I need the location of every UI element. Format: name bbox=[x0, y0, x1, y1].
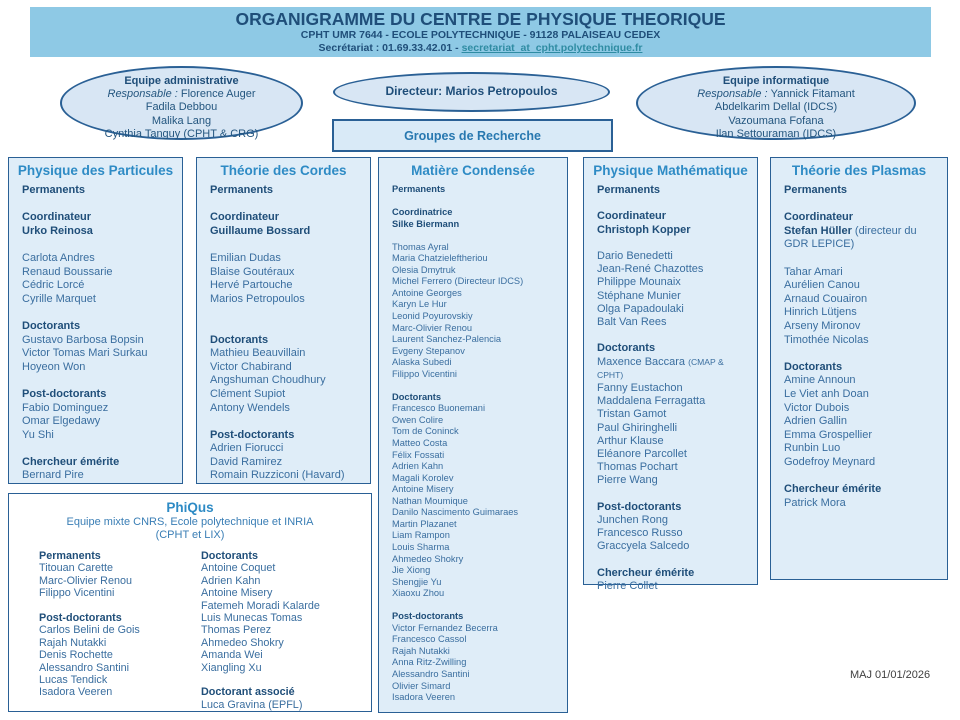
section-header: Doctorant associé bbox=[201, 686, 295, 699]
group-title: Physique Mathématique bbox=[593, 163, 748, 178]
responsable-label: Responsable : bbox=[697, 88, 771, 101]
group-member-list bbox=[771, 179, 947, 510]
member-name: Pierre Collet bbox=[597, 580, 658, 593]
group-theorie-des-cordes bbox=[196, 157, 371, 484]
section-header: Permanents bbox=[597, 184, 660, 196]
member-name: Stefan Hüller (directeur du GDR LEPICE) bbox=[784, 224, 917, 251]
member-name: Hinrich Lütjens bbox=[784, 306, 857, 319]
member-name: Olivier Simard bbox=[392, 680, 451, 691]
section-header: Coordinateur bbox=[597, 210, 667, 223]
spacer bbox=[784, 252, 942, 266]
member-name: Carlos Belini de Gois bbox=[39, 624, 140, 637]
member-name: Hervé Partouche bbox=[210, 279, 293, 292]
member-name: Martin Plazanet bbox=[392, 518, 457, 529]
phiqus-columns bbox=[9, 550, 371, 711]
member-name: Stéphane Munier bbox=[597, 289, 681, 302]
spacer bbox=[392, 380, 562, 392]
member-name: Tristan Gamot bbox=[597, 408, 667, 421]
spacer bbox=[392, 230, 562, 242]
section-header: Permanents bbox=[784, 184, 847, 196]
member-name: Balt Van Rees bbox=[597, 316, 667, 329]
member-name: Lucas Tendick bbox=[39, 674, 108, 687]
member-name: Omar Elgedawy bbox=[22, 415, 101, 428]
member-name: Godefroy Meynard bbox=[784, 455, 876, 468]
group-title: Matière Condensée bbox=[411, 163, 535, 178]
member-name: Clément Supiot bbox=[210, 387, 286, 400]
member-name: Laurent Sanchez-Palencia bbox=[392, 334, 502, 345]
member-name: Isadora Veeren bbox=[392, 692, 456, 703]
member-name: Graccyela Salcedo bbox=[597, 540, 690, 553]
last-updated-label: MAJ 01/01/2026 bbox=[850, 669, 931, 681]
section-header: Permanents bbox=[392, 184, 446, 194]
member-name: Francesco Cassol bbox=[392, 634, 467, 645]
member-name: Gustavo Barbosa Bopsin bbox=[22, 333, 144, 346]
secretariat-email-link[interactable]: secretariat_at_cpht.polytechnique.fr bbox=[461, 42, 643, 54]
spacer bbox=[784, 198, 942, 212]
member-name: Fabio Dominguez bbox=[22, 401, 109, 414]
section-header: Permanents bbox=[22, 184, 85, 196]
member-name: Arthur Klause bbox=[597, 434, 664, 447]
spacer bbox=[784, 469, 942, 483]
member-name: David Ramirez bbox=[210, 455, 283, 468]
group-member-list bbox=[584, 179, 757, 593]
member-name: Emma Grospellier bbox=[784, 428, 873, 441]
member-name: Antoine Misery bbox=[392, 484, 454, 495]
member-name: Antoine Coquet bbox=[201, 562, 276, 575]
member-name: Karyn Le Hur bbox=[392, 299, 447, 310]
spacer bbox=[597, 488, 752, 501]
member-name: Michel Ferrero (Directeur IDCS) bbox=[392, 276, 524, 287]
member-name: Fanny Eustachon bbox=[597, 382, 683, 395]
member-name: Nathan Moumique bbox=[392, 495, 468, 506]
spacer bbox=[210, 306, 365, 320]
member-name: Xiangling Xu bbox=[201, 661, 262, 674]
member-name: Timothée Nicolas bbox=[784, 333, 869, 346]
member-name: Isadora Veeren bbox=[39, 686, 113, 699]
research-groups-label: Groupes de Recherche bbox=[404, 128, 541, 143]
research-groups-banner bbox=[332, 119, 613, 152]
section-header: Coordinateur bbox=[210, 211, 280, 224]
it-team-ellipse bbox=[636, 66, 916, 140]
member-name: Jean-René Chazottes bbox=[597, 263, 704, 276]
directeur-ellipse bbox=[333, 72, 610, 112]
section-header: Permanents bbox=[210, 184, 273, 196]
member-name: Tom de Coninck bbox=[392, 426, 459, 437]
group-title: Physique des Particules bbox=[17, 163, 174, 178]
member-name: Xiaoxu Zhou bbox=[392, 588, 445, 599]
member-name: Fatemeh Moradi Kalarde bbox=[201, 599, 320, 612]
member-name: Jie Xiong bbox=[392, 565, 431, 576]
member-name: Titouan Carette bbox=[39, 562, 114, 575]
member-name: Hoyeon Won bbox=[22, 360, 86, 373]
spacer bbox=[210, 198, 365, 212]
it-team-members bbox=[638, 101, 914, 141]
phiqus-subtitle-1: Equipe mixte CNRS, Ecole polytechnique et INRIA bbox=[66, 516, 314, 528]
section-header: Doctorants bbox=[392, 391, 442, 402]
phiqus-right-column bbox=[201, 550, 369, 711]
member-name: Cyrille Marquet bbox=[22, 292, 96, 305]
section-header: Doctorants bbox=[210, 333, 269, 346]
member-name: Carlota Andres bbox=[22, 251, 95, 264]
spacer bbox=[22, 238, 177, 252]
member-name: Evgeny Stepanov bbox=[392, 345, 465, 356]
member-name: Owen Colire bbox=[392, 414, 444, 425]
member-name: Dario Benedetti bbox=[597, 250, 673, 263]
spacer bbox=[201, 674, 369, 686]
member-name: Shengjie Yu bbox=[392, 576, 442, 587]
directeur-label: Directeur: Marios Petropoulos bbox=[385, 84, 558, 99]
group-member-list bbox=[197, 179, 370, 483]
team-member-name: Ilan Settouraman (IDCS) bbox=[715, 127, 837, 140]
group-title: Théorie des Plasmas bbox=[791, 163, 927, 178]
member-name: Renaud Boussarie bbox=[22, 265, 113, 278]
member-name: Amanda Wei bbox=[201, 649, 263, 662]
spacer bbox=[597, 237, 752, 250]
member-name: Denis Rochette bbox=[39, 649, 113, 662]
member-name: Mathieu Beauvillain bbox=[210, 347, 306, 360]
responsable-label: Responsable : bbox=[107, 88, 181, 101]
team-member-name: Malika Lang bbox=[151, 114, 212, 127]
section-header: Urko Reinosa bbox=[22, 224, 93, 237]
group-title: Théorie des Cordes bbox=[220, 163, 347, 178]
spacer bbox=[210, 320, 365, 334]
member-name: Arnaud Couairon bbox=[784, 292, 868, 305]
spacer bbox=[39, 600, 201, 612]
member-name: Thomas Perez bbox=[201, 624, 272, 637]
member-name: Patrick Mora bbox=[784, 496, 846, 509]
secretariat-line bbox=[30, 42, 931, 55]
spacer bbox=[392, 600, 562, 612]
section-header: Coordinateur bbox=[784, 211, 854, 224]
team-member-name: Abdelkarim Dellal (IDCS) bbox=[714, 101, 838, 114]
member-name: Angshuman Choudhury bbox=[210, 374, 326, 387]
member-name: Antony Wendels bbox=[210, 401, 290, 414]
member-name: Anna Ritz-Zwilling bbox=[392, 657, 467, 668]
member-name: Francesco Russo bbox=[597, 527, 683, 540]
group-physique-mathematique bbox=[583, 157, 758, 593]
member-name: Marc-Olivier Renou bbox=[392, 322, 473, 333]
section-header: Silke Biermann bbox=[392, 218, 460, 229]
member-name: Marc-Olivier Renou bbox=[39, 574, 132, 587]
admin-team-ellipse bbox=[60, 66, 303, 140]
it-responsable-line bbox=[638, 88, 914, 101]
section-header: Guillaume Bossard bbox=[210, 224, 311, 237]
section-header: Post-doctorants bbox=[597, 500, 682, 513]
section-header: Doctorants bbox=[597, 342, 656, 355]
member-name: Alaska Subedi bbox=[392, 357, 452, 368]
spacer bbox=[210, 238, 365, 252]
member-name: Ahmedeo Shokry bbox=[201, 636, 284, 649]
spacer bbox=[22, 306, 177, 320]
member-name: Filippo Vicentini bbox=[39, 587, 115, 600]
header-subtitle: CPHT UMR 7644 - ECOLE POLYTECHNIQUE - 91128 PALAISEAU CEDEX bbox=[300, 29, 661, 41]
member-name: Marios Petropoulos bbox=[210, 292, 305, 305]
member-name: Magali Korolev bbox=[392, 472, 454, 483]
member-name: Thomas Ayral bbox=[392, 241, 449, 252]
member-name: Yu Shi bbox=[22, 428, 54, 441]
admin-team-members bbox=[62, 101, 301, 141]
member-name: Runbin Luo bbox=[784, 442, 841, 455]
member-name: Filippo Vicentini bbox=[392, 368, 457, 379]
member-name: Pierre Wang bbox=[597, 474, 658, 487]
member-name: Romain Ruzziconi (Havard) bbox=[210, 469, 345, 482]
member-name: Danilo Nascimento Guimaraes bbox=[392, 507, 519, 518]
secretariat-label: Secrétariat : 01.69.33.42.01 - bbox=[318, 42, 462, 54]
spacer bbox=[210, 415, 365, 429]
section-header: Chercheur émérite bbox=[784, 483, 882, 496]
section-header: Permanents bbox=[39, 550, 101, 562]
phiqus-left-column bbox=[39, 550, 201, 711]
section-header: Doctorants bbox=[22, 319, 81, 332]
responsable-name: Yannick Fitamant bbox=[770, 88, 855, 101]
member-name: Alessandro Santini bbox=[39, 661, 130, 674]
member-name: Olesia Dmytruk bbox=[392, 264, 456, 275]
phiqus-box bbox=[8, 493, 372, 712]
section-header: Post-doctorants bbox=[22, 387, 107, 400]
member-name: Rajah Nutakki bbox=[392, 645, 450, 656]
section-header: Coordinatrice bbox=[392, 207, 453, 218]
team-member-name: Vazoumana Fofana bbox=[728, 114, 824, 127]
phiqus-title: PhiQus bbox=[166, 500, 214, 515]
team-member-name: Fadila Debbou bbox=[145, 101, 218, 114]
member-name: Adrien Gallin bbox=[784, 415, 847, 428]
it-team-title: Equipe informatique bbox=[722, 75, 830, 87]
section-header: Post-doctorants bbox=[392, 611, 464, 622]
member-name: Victor Tomas Mari Surkau bbox=[22, 347, 148, 360]
member-name: Leonid Poyurovskiy bbox=[392, 311, 473, 322]
section-header: Post-doctorants bbox=[39, 612, 122, 625]
admin-responsable-line bbox=[62, 88, 301, 101]
section-header: Doctorants bbox=[201, 550, 258, 562]
member-name: Adrien Kahn bbox=[392, 461, 444, 472]
section-header: Chercheur émérite bbox=[597, 566, 695, 579]
member-name: Le Viet anh Doan bbox=[784, 387, 869, 400]
spacer bbox=[597, 197, 752, 210]
group-member-list bbox=[9, 179, 182, 483]
responsable-name: Florence Auger bbox=[180, 88, 256, 101]
member-name: Blaise Goutéraux bbox=[210, 265, 295, 278]
group-physique-des-particules bbox=[8, 157, 183, 484]
member-name: Francesco Buonemani bbox=[392, 403, 486, 414]
member-name: Amine Announ bbox=[784, 374, 856, 387]
member-name: Antoine Georges bbox=[392, 287, 462, 298]
member-name: Cédric Lorcé bbox=[22, 279, 85, 292]
member-name: Victor Dubois bbox=[784, 401, 850, 414]
member-name: Victor Chabirand bbox=[210, 360, 292, 373]
member-name: Aurélien Canou bbox=[784, 279, 860, 292]
spacer bbox=[22, 198, 177, 212]
page-title: ORGANIGRAMME DU CENTRE DE PHYSIQUE THEORIQUE bbox=[235, 9, 726, 29]
member-name: Liam Rampon bbox=[392, 530, 450, 541]
member-name: Maxence Baccara (CMAP & CPHT) bbox=[597, 355, 724, 380]
section-header: Doctorants bbox=[784, 360, 843, 373]
group-matiere-condensee bbox=[378, 157, 568, 713]
member-name: Victor Fernandez Becerra bbox=[392, 622, 498, 633]
member-name: Paul Ghiringhelli bbox=[597, 421, 678, 434]
member-name: Rajah Nutakki bbox=[39, 636, 107, 649]
member-name: Philippe Mounaix bbox=[597, 276, 681, 289]
section-header: Coordinateur bbox=[22, 211, 92, 224]
member-name: Junchen Rong bbox=[597, 514, 668, 527]
member-name: Louis Sharma bbox=[392, 541, 450, 552]
phiqus-subtitle-2: (CPHT et LIX) bbox=[155, 529, 225, 541]
spacer bbox=[22, 374, 177, 388]
group-theorie-des-plasmas bbox=[770, 157, 948, 580]
member-name: Alessandro Santini bbox=[392, 668, 470, 679]
group-member-list bbox=[379, 179, 567, 704]
section-header: Post-doctorants bbox=[210, 428, 295, 441]
member-name: Emilian Dudas bbox=[210, 251, 281, 264]
spacer bbox=[784, 347, 942, 361]
member-name: Tahar Amari bbox=[784, 265, 843, 278]
spacer bbox=[597, 554, 752, 567]
section-header: Chercheur émérite bbox=[22, 455, 120, 468]
member-name: Félix Fossati bbox=[392, 449, 445, 460]
member-name: Maria Chatzieleftheriou bbox=[392, 253, 488, 264]
team-member-name: Cynthia Tanguy (CPHT & CRG) bbox=[104, 127, 259, 140]
spacer bbox=[597, 329, 752, 342]
member-name: Eléanore Parcollet bbox=[597, 448, 687, 461]
member-name: Maddalena Ferragatta bbox=[597, 395, 706, 408]
header-band bbox=[30, 7, 931, 57]
admin-team-title: Equipe administrative bbox=[124, 75, 239, 87]
spacer bbox=[392, 196, 562, 208]
member-name: Luis Munecas Tomas bbox=[201, 612, 303, 625]
member-name: Adrien Kahn bbox=[201, 574, 261, 587]
member-name: Arseny Mironov bbox=[784, 319, 861, 332]
member-name: Thomas Pochart bbox=[597, 461, 678, 474]
member-name: Luca Gravina (EPFL) bbox=[201, 698, 303, 711]
member-name: Bernard Pire bbox=[22, 469, 84, 482]
spacer bbox=[22, 442, 177, 456]
member-name: Olga Papadoulaki bbox=[597, 302, 684, 315]
member-name: Adrien Fiorucci bbox=[210, 442, 284, 455]
member-name: Ahmedeo Shokry bbox=[392, 553, 464, 564]
member-name: Antoine Misery bbox=[201, 587, 273, 600]
section-header: Christoph Kopper bbox=[597, 223, 691, 236]
member-name: Matteo Costa bbox=[392, 438, 448, 449]
